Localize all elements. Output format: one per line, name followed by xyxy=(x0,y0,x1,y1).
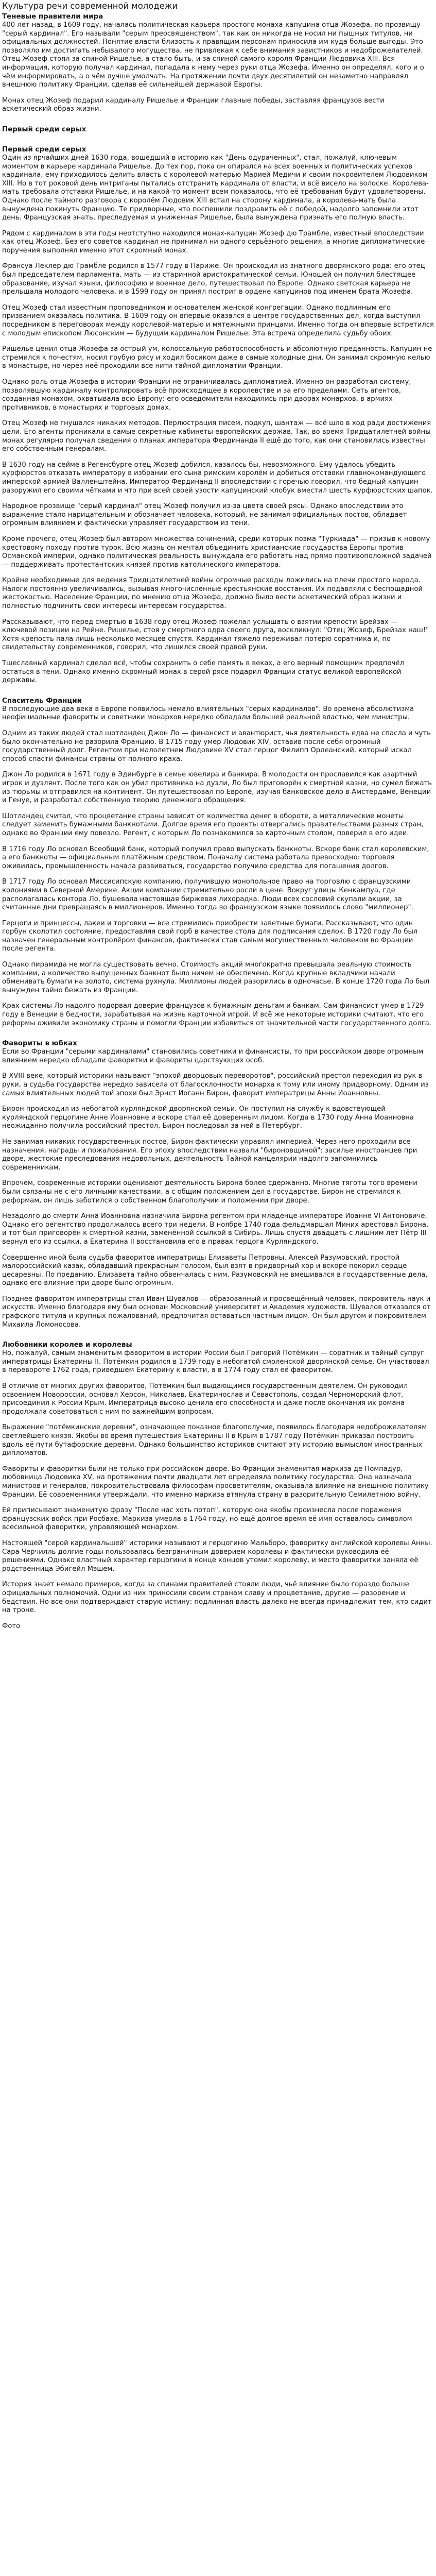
intro-paragraph: 400 лет назад, в 1609 году, началась политическая карьера простого монаха-капуцина отца Жозефа, по прозвищу "серый кардинал". Его называли "серым преосвященством", так как он никогда не носил ни пышных титулов, ни официальных должностей. Понятие власти близость к правящим персонам приносила им куда больше выгоды. Это позволяло им достигать небывалого могущества, не привлекая к себе внимания завистников и недоброжелателей. Отец Жозеф стоял за спиной Ришелье, а стало быть, и за спиной самого короля Франции Людовика XIII. Вся информация, которую получал кардинал, попадала к нему через руки отца Жозефа. Именно он определял, кого и о чём информировать, а о чём лучше умолчать. На протяжении почти двух десятилетий он незаметно направлял внешнюю политику Франции, сделав её сильнейшей державой Европы. xyxy=(2,21,424,89)
article-section xyxy=(2,1039,434,1329)
section-heading: Любовники королев и королевы xyxy=(2,1341,132,1349)
section-heading: Первый среди серых xyxy=(2,145,86,154)
body-paragraph: Фавориты и фаворитки были не только при российском дворе. Во Франции знаменитая маркиза де Помпадур, любовница Людовика XV, на протяжении почти двадцати лет определяла политику государства. Она назначала министров и генералов, покровительствовала философам-просветителям, оказывала влияние на внешнюю политику Франции. Её современники утверждали, что именно маркиза втянула страну в разорительную Семилетнюю войну. xyxy=(2,1465,429,1499)
body-paragraph: Крах системы Ло надолго подорвал доверие французов к бумажным деньгам и банкам. Сам финансист умер в 1729 году в Венеции в бедности, зарабатывая на жизнь карточной игрой. И всё же некоторые историки считают, что его реформы оживили экономику страны и помогли Франции избавиться от значительной части государственного долга. xyxy=(2,1002,431,1027)
body-paragraph: Герцоги и принцессы, лакеи и торговки — все стремились приобрести заветные бумаги. Рассказывают, что один горбун сколотил состояние, предоставляя свой горб в качестве стола для подписания сделок. В 1720 году Ло был назначен генеральным контролёром финансов, фактически став самым могущественным человеком во Франции после регента. xyxy=(2,919,418,953)
body-paragraph: Джон Ло родился в 1671 году в Эдинбурге в семье ювелира и банкира. В молодости он прославился как азартный игрок и дуэлянт. После того как он убил противника на дуэли, Ло был приговорён к смертной казни, но сумел бежать из тюрьмы и отправился на континент. Он путешествовал по Европе, изучая банковское дело в Амстердаме, Венеции и Генуе, и разработал собственную теорию денежного обращения. xyxy=(2,771,432,805)
body-paragraph: Однако роль отца Жозефа в истории Франции не ограничивалась дипломатией. Именно он разработал систему, позволявшую кардиналу контролировать всё происходящее в королевстве и за его пределами. Сеть агентов, созданная монахом, охватывала всю Европу: его осведомители находились при дворах монархов, в армиях противников, в монастырях и торговых домах. xyxy=(2,378,411,412)
body-paragraph: Выражение "потёмкинские деревни", означающее показное благополучие, появилось благодаря недоброжелателям светлейшего князя. Якобы во время путешествия Екатерины II в Крым в 1787 году Потёмкин приказал построить вдоль её пути бутафорские деревни. Однако большинство историков считают эту историю вымыслом иностранных дипломатов. xyxy=(2,1423,427,1458)
article-subtitle: Теневые правители мира xyxy=(2,13,103,21)
body-paragraph: Ей приписывают знаменитую фразу "После нас хоть потоп", которую она якобы произнесла после поражения французских войск при Росбахе. Маркиза умерла в 1764 году, но ещё долгое время её имя оставалось символом всесильной фаворитки, управляющей монархом. xyxy=(2,1506,412,1532)
body-paragraph: Однако пирамида не могла существовать вечно. Стоимость акций многократно превышала реальную стоимость компании, а количество выпущенных банкнот было ничем не обеспечено. Когда крупные вкладчики начали обменивать бумаги на золото, система рухнула. Миллионы людей разорились в одночасье. В конце 1720 года Ло был вынужден тайно бежать из Франции. xyxy=(2,961,430,994)
body-paragraph: Позднее фаворитом императрицы стал Иван Шувалов — образованный и просвещённый человек, покровитель наук и искусств. Именно благодаря ему был основан Московский университет и Академия художеств. Шувалов отказался от графского титула и крупных пожалований, предпочитая оставаться частным лицом. Он был другом и покровителем Михаила Ломоносова. xyxy=(2,1295,431,1329)
body-paragraph: Народное прозвище "серый кардинал" отец Жозеф получил из-за цвета своей рясы. Однако впоследствии это выражение стало нарицательным и обозначает человека, который, не занимая официальных постов, обладает огромным влиянием и фактически управляет государством из тени. xyxy=(2,502,407,528)
section-heading: Фавориты в юбках xyxy=(2,1040,77,1048)
body-paragraph: В последующие два века в Европе появилось немало влиятельных "серых кардиналов". Во времена абсолютизма неофициальные фавориты и советники монархов нередко обладали большей реальной властью, чем министры. xyxy=(2,705,414,722)
body-paragraph: В отличие от многих других фаворитов, Потёмкин был выдающимся государственным деятелем. Он руководил освоением Новороссии, основал Херсон, Николаев, Екатеринослав и Севастополь, создал Черноморский флот, присоединил к России Крым. Императрица высоко ценила его способности и даже после окончания их романа продолжала советоваться с ним по важнейшим вопросам. xyxy=(2,1382,408,1416)
body-paragraph: Тщеславный кардинал сделал всё, чтобы сохранить о себе память в веках, а его верный помощник предпочёл остаться в тени. Однако именно скромный монах в серой рясе подарил Франции статус великой европейской державы. xyxy=(2,659,404,685)
body-paragraph: В 1630 году на сейме в Регенсбурге отец Жозеф добился, казалось бы, невозможного. Ему удалось убедить курфюрстов отказать императору в избрании его сына римским королём и добиться отставки главнокомандующего имперской армией Валленштейна. Император Фердинанд II впоследствии с горечью говорил, что бедный капуцин разоружил его своими чётками и что при всей своей узости капуцинский клобук вместил шесть курфюрстских шапок. xyxy=(2,461,433,495)
body-paragraph: Один из ярчайших дней 1630 года, вошедший в историю как "День одураченных", стал, пожалуй, ключевым моментом в карьере кардинала Ришелье. До тех пор, пока он опирался на всех военных и политических успехов кардинала, ему приходилось делить власть с королевой-матерью Марией Медичи и своим покровителем Людовиком XIII. Но в тот роковой день интриганы пытались отстранить кардинала от власти, и всё висело на волоске. Королева-мать требовала отставки Ришелье, и на какой-то момент всем показалось, что её требования будут удовлетворены. Однако после тайного разговора с королём Людовик XIII встал на сторону кардинала, а королева-мать была вынуждена покинуть Францию. Те придворные, что поспешили поздравить её с победой, надолго запомнили этот день. Французская знать, преследуемая и униженная Ришелье, была вынуждена признать его полную власть. xyxy=(2,154,429,222)
article-section xyxy=(2,697,434,1028)
body-paragraph: Крайне необходимые для ведения Тридцатилетней войны огромные расходы ложились на плечи простого народа. Налоги постоянно увеличивались, вызывая многочисленные крестьянские восстания. Их подавляли с беспощадной жестокостью. Население Франции, по мнению отца Жозефа, должно было вести аскетический образ жизни и полностью подчинить свои интересы интересам государства. xyxy=(2,577,423,611)
body-paragraph: Не занимая никаких государственных постов, Бирон фактически управлял империей. Через него проходили все назначения, награды и пожалования. Его эпоху впоследствии назвали "бироновщиной": засилье иностранцев при дворе, жестокие преследования недовольных, деятельность Тайной канцелярии надолго запомнились современникам. xyxy=(2,1138,417,1172)
intro-block xyxy=(2,21,434,114)
body-paragraph: Рассказывают, что перед смертью в 1638 году отец Жозеф пожелал услышать о взятии крепости Брейзах — ключевой позиции на Рейне. Ришелье, стоя у смертного одра своего друга, воскликнул: "Отец Жозеф, Брейзах наш!" Хотя крепость пала лишь несколько месяцев спустя. Кардинал тяжело переживал потерю соратника и, по свидетельству современников, говорил, что лишился своей правой руки. xyxy=(2,618,429,652)
body-paragraph: В XVIII веке, который историки называют "эпохой дворцовых переворотов", российский престол переходил из рук в руки, а судьба государства нередко зависела от благосклонности монарха к тому или иному придворному. Одним из самых влиятельных людей той эпохи был Эрнст Иоганн Бирон, фаворит императрицы Анны Иоанновны. xyxy=(2,1072,429,1097)
body-paragraph: Если во Франции "серыми кардиналами" становились советники и финансисты, то при российском дворе огромным влиянием нередко обладали фаворитки и фавориты царствующих особ. xyxy=(2,1048,424,1064)
section-heading: Первый среди серых xyxy=(2,125,86,133)
body-paragraph: Франсуа Леклер дю Трамбле родился в 1577 году в Париже. Он происходил из знатного дворянского рода: его отец был председателем парламента, мать — из старинной аристократической семьи. Юношей он получил блестящее образование, изучал языки, философию и военное дело, путешествовал по Европе. Однако светская карьера не прельщала молодого человека, и в 1599 году он принял постриг в ордене капуцинов под именем брата Жозефа. xyxy=(2,262,425,296)
body-paragraph: В 1716 году Ло основал Всеобщий банк, который получил право выпускать банкноты. Вскоре банк стал королевским, а его банкноты — официальным платёжным средством. Поначалу система работала превосходно: торговля оживилась, промышленность начала развиваться, государство получило средства для погашения долгов. xyxy=(2,845,429,870)
section-heading: Спаситель Франции xyxy=(2,697,82,705)
page-title: Культура речи современной молодежи xyxy=(2,1,178,11)
body-paragraph: История знает немало примеров, когда за спинами правителей стояли люди, чьё влияние было гораздо больше официальных полномочий. Одни из них приносили своим странам славу и процветание, другие — разорение и бедствия. Но все они подтверждают старую истину: подлинная власть далеко не всегда принадлежит тем, кто сидит на троне. xyxy=(2,1581,432,1615)
body-paragraph: Впрочем, современные историки оценивают деятельность Бирона более сдержанно. Многие тяготы того времени были связаны не с его личными качествами, а с общим положением дел в государстве. Бирон не стремился к реформам, он лишь заботился о собственном благополучии и положении при дворе. xyxy=(2,1179,417,1205)
body-paragraph: Ришелье ценил отца Жозефа за острый ум, колоссальную работоспособность и абсолютную преданность. Капуцин не стремился к почестям, носил грубую рясу и ходил босиком даже в самые холодные дни. Он занимал скромную келью в монастыре, но через неё проходили все нити тайной дипломатии Франции. xyxy=(2,345,432,370)
body-paragraph: Отец Жозеф не гнушался никаких методов. Перлюстрация писем, подкуп, шантаж — всё шло в ход ради достижения цели. Его агенты проникали в самые секретные кабинеты европейских держав. Так, во время Тридцатилетней войны монах регулярно получал сведения о планах императора Фердинанда II ещё до того, как они становились известны его собственным генералам. xyxy=(2,419,431,453)
body-paragraph: Настоящей "серой кардинальшей" историки называют и герцогиню Мальборо, фаворитку английской королевы Анны. Сара Черчилль долгие годы пользовалась безграничным доверием королевы и фактически руководила её решениями. Однако властный характер герцогини в конце концов утомил королеву, и место фаворитки заняла её родственница Эбигейл Мэшем. xyxy=(2,1539,432,1573)
body-paragraph: Кроме прочего, отец Жозеф был автором множества сочинений, среди которых поэма "Туркиада" — призыв к новому крестовому походу против турок. Всю жизнь он мечтал объединить христианские государства Европы против Османской империи, однако политическая реальность вынуждала его работать над прямо противоположной задачей — поддерживать протестантских князей против католического императора. xyxy=(2,535,432,569)
body-paragraph: Незадолго до смерти Анна Иоанновна назначила Бирона регентом при младенце-императоре Иоанне VI Антоновиче. Однако его регентство продолжалось всего три недели. В ноябре 1740 года фельдмаршал Миних арестовал Бирона, и тот был приговорён к смертной казни, заменённой ссылкой в Сибирь. Лишь спустя двадцать с лишним лет Пётр III вернул его из ссылки, а Екатерина II восстановила его в правах герцога Курляндского. xyxy=(2,1212,429,1246)
body-paragraph: Но, пожалуй, самым знаменитым фаворитом в истории России был Григорий Потёмкин — соратник и тайный супруг императрицы Екатерины II. Потёмкин родился в 1739 году в небогатой смоленской дворянской семье. Он участвовал в перевороте 1762 года, приведшем Екатерину к власти, а в 1774 году стал её фаворитом. xyxy=(2,1349,429,1375)
article-section xyxy=(2,145,434,685)
footer-label: Фото xyxy=(2,1622,21,1630)
body-paragraph: Совершенно иной была судьба фаворитов императрицы Елизаветы Петровны. Алексей Разумовский, простой малороссийский казак, обладавший прекрасным голосом, был взят в придворный хор и вскоре покорил сердце цесаревны. По преданию, Елизавета тайно обвенчалась с ним. Разумовский не вмешивался в государственные дела, однако его влияние при дворе было огромным. xyxy=(2,1253,428,1287)
body-paragraph: Бирон происходил из небогатой курляндской дворянской семьи. Он поступил на службу к вдовствующей курляндской герцогине Анне Иоанновне и вскоре стал её доверенным лицом. Когда в 1730 году Анна Иоанновна неожиданно получила российский престол, Бирон последовал за ней в Петербург. xyxy=(2,1105,414,1130)
intro-paragraph: Монах отец Жозеф подарил кардиналу Ришелье и Франции главные победы, заставляя французов вести аскетический образ жизни. xyxy=(2,96,385,113)
body-paragraph: Рядом с кардиналом в эти годы неотступно находился монах-капуцин Жозеф дю Трамбле, известный впоследствии как отец Жозеф. Без его советов кардинал не принимал ни одного серьёзного решения, а многие дипломатические поручения выполнял именно этот скромный монах. xyxy=(2,229,425,255)
article-section xyxy=(2,125,434,134)
body-paragraph: Отец Жозеф стал известным проповедником и основателем женской конгрегации. Однако подлинным его призванием оказалась политика. В 1609 году он впервые оказался в центре государственных дел, когда выступил посредником в переговорах между королевой-матерью и мятежными принцами. Именно тогда он впервые встретился с молодым епископом Люсонским — будущим кардиналом Ришелье. Эта встреча определила судьбу обоих. xyxy=(2,303,434,337)
body-paragraph: Шотландец считал, что процветание страны зависит от количества денег в обороте, а металлические монеты следует заменить бумажными банкнотами. Долгое время его проекты отвергались правительствами разных стран, однако во Франции ему повезло. Регент, с которым Ло познакомился за карточным столом, поверил в его идеи. xyxy=(2,812,424,837)
body-paragraph: В 1717 году Ло основал Миссисипскую компанию, получившую монопольное право на торговлю с французскими колониями в Северной Америке. Акции компании стремительно росли в цене. Вокруг улицы Кенкампуа, где располагалась контора Ло, бушевала настоящая биржевая лихорадка. Люди всех сословий скупали акции, за считанные дни превращаясь в миллионеров. Именно тогда во французском языке появилось слово "миллионер". xyxy=(2,878,413,912)
article-section xyxy=(2,1341,434,1615)
body-paragraph: Одним из таких людей стал шотландец Джон Ло — финансист и авантюрист, чья деятельность едва не спасла и чуть было окончательно не разорила Францию. В 1715 году умер Людовик XIV, оставив после себя огромный государственный долг. Регентом при малолетнем Людовике XV стал герцог Филипп Орлеанский, который искал способ спасти финансы страны от полного краха. xyxy=(2,730,431,763)
article-body xyxy=(2,125,434,1615)
